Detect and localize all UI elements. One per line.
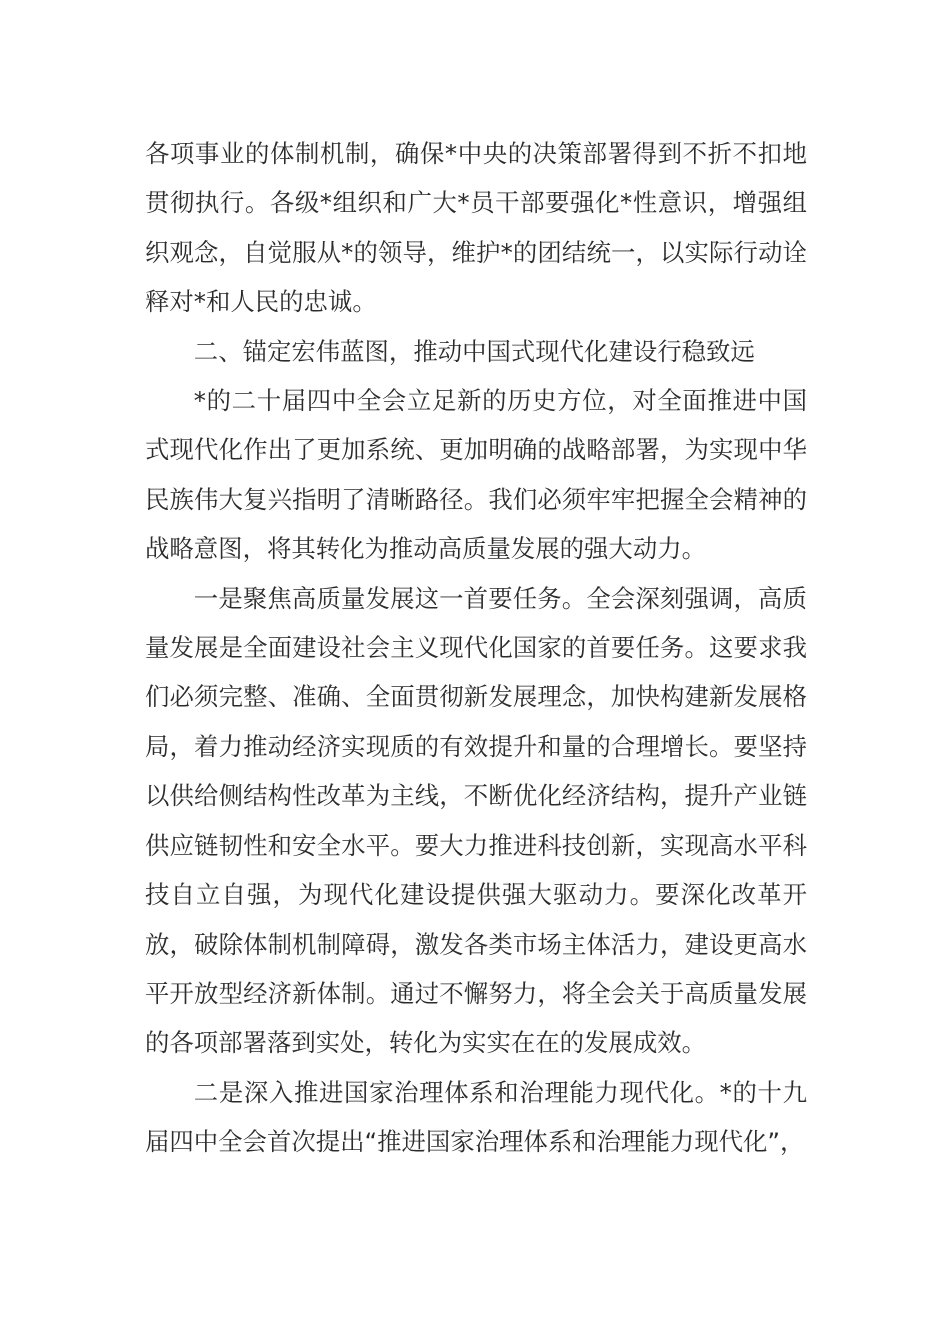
- paragraph-point-one: 一是聚焦高质量发展这一首要任务。全会深刻强调，高质量发展是全面建设社会主义现代化国家的首要任务。这要求我们必须完整、准确、全面贯彻新发展理念，加快构建新发展格局，着力推动经济实现质的有效提升和量的合理增长。要坚持以供给侧结构性改革为主线，不断优化经济结构，提升产业链供应链韧性和安全水平。要大力推进科技创新，实现高水平科技自立自强，为现代化建设提供强大驱动力。要深化改革开放，破除体制机制障碍，激发各类市场主体活力，建设更高水平开放型经济新体制。通过不懈努力，将全会关于高质量发展的各项部署落到实处，转化为实实在在的发展成效。: [145, 583, 807, 1058]
- paragraph-intro: *的二十届四中全会立足新的历史方位，对全面推进中国式现代化作出了更加系统、更加明确的战略部署，为实现中华民族伟大复兴指明了清晰路径。我们必须牢牢把握全会精神的战略意图，将其转化为推动高质量发展的强大动力。: [145, 386, 807, 564]
- document-body: [145, 129, 807, 1167]
- paragraph-continuation: 各项事业的体制机制，确保*中央的决策部署得到不折不扣地贯彻执行。各级*组织和广大*员干部要强化*性意识，增强组织观念，自觉服从*的领导，维护*的团结统一，以实际行动诠释对*和人民的忠诚。: [145, 139, 807, 317]
- paragraph-point-two: 二是深入推进国家治理体系和治理能力现代化。*的十九届四中全会首次提出“推进国家治理体系和治理能力现代化”，: [145, 1077, 807, 1157]
- section-heading: 二、锚定宏伟蓝图，推动中国式现代化建设行稳致远: [193, 336, 755, 366]
